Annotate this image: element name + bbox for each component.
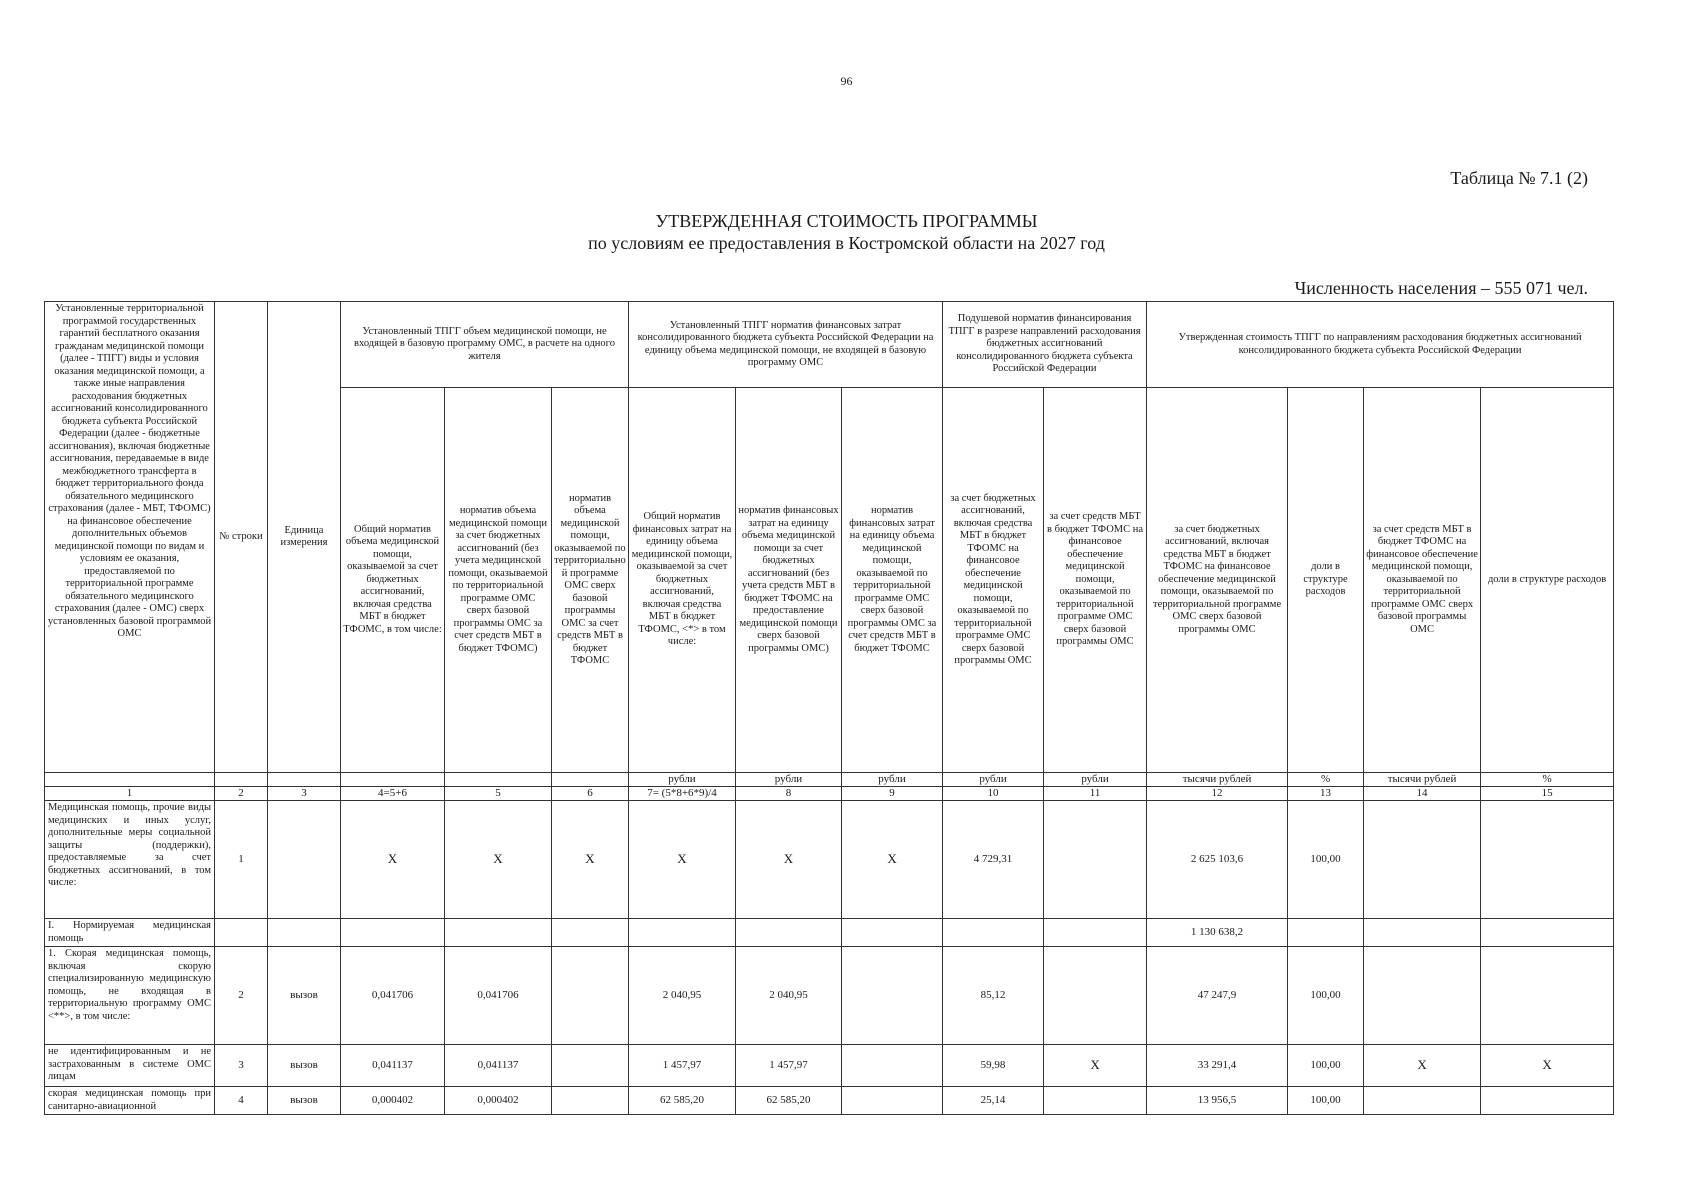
row-unit (268, 919, 341, 947)
units-row (45, 773, 1614, 787)
unit-cell (341, 773, 445, 787)
cell-col-10: 85,12 (943, 947, 1044, 1045)
header-group-per-capita: Подушевой норматив финансирования ТПГГ в разрезе направлений расходования бюджетных ассигнований консолидированного бюджета субъекта Российской Федерации (943, 302, 1147, 388)
cell-col-4: 0,000402 (341, 1087, 445, 1115)
cell-col-11 (1044, 1087, 1147, 1115)
col-number-cell: 9 (842, 787, 943, 801)
col-number-cell: 5 (445, 787, 552, 801)
unit-cell: рубли (629, 773, 736, 787)
cell-col-13 (1288, 919, 1364, 947)
cell-col-13: 100,00 (1288, 801, 1364, 919)
cell-col-10 (943, 919, 1044, 947)
cell-col-10: 59,98 (943, 1045, 1044, 1087)
col-number-cell: 11 (1044, 787, 1147, 801)
cell-col-13: 100,00 (1288, 947, 1364, 1045)
cell-col-15 (1481, 947, 1614, 1045)
cell-col-11 (1044, 947, 1147, 1045)
unit-cell (45, 773, 215, 787)
col-number-cell: 15 (1481, 787, 1614, 801)
cell-col-11: X (1044, 1045, 1147, 1087)
cell-col-11 (1044, 919, 1147, 947)
cost-table (44, 301, 1614, 1115)
col-number-cell: 1 (45, 787, 215, 801)
header-group-cost-norm: Установленный ТПГГ норматив финансовых затрат консолидированного бюджета субъекта Российской Федерации на единицу объема медицинской помощи, не входящей в базовую программу ОМС (629, 302, 943, 388)
header-col-15: доли в структуре расходов (1481, 388, 1614, 773)
header-col-1: Установленные территориальной программой государственных гарантий бесплатного оказания гражданам медицинской помощи (далее - ТПГГ) виды и условия оказания медицинской помощи, а также иные направления расходования бюджетных ассигнований консолидированного бюджета субъекта Российской Федерации (далее - бюджетные ассигнования), включая бюджетные ассигнования, передаваемые в виде межбюджетного трансферта в бюджет территориального фонда обязательного медицинского страхования (далее - МБТ, ТФОМС) на финансовое обеспечение дополнительных объемов медицинской помощи по видам и условиям ее оказания, предоставляемой по территориальной программе обязательного медицинского страхования (далее - ОМС) сверх установленных базовой программой ОМС (45, 302, 215, 773)
unit-cell (445, 773, 552, 787)
cell-col-7: 2 040,95 (629, 947, 736, 1045)
cell-col-11 (1044, 801, 1147, 919)
cell-col-4: X (341, 801, 445, 919)
col-number-cell: 8 (736, 787, 842, 801)
row-unit: вызов (268, 1045, 341, 1087)
table-label: Таблица № 7.1 (2) (1450, 168, 1588, 188)
col-number-cell: 4=5+6 (341, 787, 445, 801)
cell-col-7: X (629, 801, 736, 919)
cell-col-12: 1 130 638,2 (1147, 919, 1288, 947)
cell-col-7: 62 585,20 (629, 1087, 736, 1115)
col-number-cell: 2 (215, 787, 268, 801)
header-col-8: норматив финансовых затрат на единицу объема медицинской помощи за счет бюджетных ассигнований (без учета средств МБТ в бюджет ТФОМС на предоставление медицинской помощи сверх базовой программы ОМС) (736, 388, 842, 773)
row-unit: вызов (268, 1087, 341, 1115)
cell-col-6: X (552, 801, 629, 919)
unit-cell: тысячи рублей (1364, 773, 1481, 787)
cell-col-10: 4 729,31 (943, 801, 1044, 919)
cell-col-9 (842, 1087, 943, 1115)
unit-cell: рубли (842, 773, 943, 787)
cell-col-5: 0,000402 (445, 1087, 552, 1115)
cell-col-6 (552, 919, 629, 947)
header-col-3: Единица измерения (268, 302, 341, 773)
cell-col-8: 62 585,20 (736, 1087, 842, 1115)
cell-col-7: 1 457,97 (629, 1045, 736, 1087)
cell-col-8: 2 040,95 (736, 947, 842, 1045)
cell-col-4: 0,041706 (341, 947, 445, 1045)
unit-cell: рубли (736, 773, 842, 787)
header-col-11: за счет средств МБТ в бюджет ТФОМС на финансовое обеспечение медицинской помощи, оказываемой по территориальной программе ОМС сверх базовой программы ОМС (1044, 388, 1147, 773)
table-row (45, 801, 1614, 919)
cell-col-15 (1481, 919, 1614, 947)
row-name: Медицинская помощь, прочие виды медицинских и иных услуг, дополнительные меры социальной защиты (поддержки), предоставляемые за счет бюджетных ассигнований, в том числе: (45, 801, 215, 919)
unit-cell (552, 773, 629, 787)
header-col-4: Общий норматив объема медицинской помощи, оказываемой за счет бюджетных ассигнований, включая средства МБТ в бюджет ТФОМС, в том числе: (341, 388, 445, 773)
col-number-cell: 6 (552, 787, 629, 801)
col-number-cell: 3 (268, 787, 341, 801)
unit-cell: % (1288, 773, 1364, 787)
header-col-12: за счет бюджетных ассигнований, включая средства МБТ в бюджет ТФОМС на финансовое обеспечение медицинской помощи, оказываемой по территориальной программе ОМС сверх базовой программы ОМС (1147, 388, 1288, 773)
column-numbers-row (45, 787, 1614, 801)
unit-cell: тысячи рублей (1147, 773, 1288, 787)
row-number: 2 (215, 947, 268, 1045)
row-name: не идентифицированным и не застрахованным в системе ОМС лицам (45, 1045, 215, 1087)
cell-col-13: 100,00 (1288, 1045, 1364, 1087)
header-col-6: норматив объема медицинской помощи, оказываемой по территориальной программе ОМС сверх базовой программы ОМС за счет средств МБТ в бюджет ТФОМС (552, 388, 629, 773)
header-col-7: Общий норматив финансовых затрат на единицу объема медицинской помощи, оказываемой за счет бюджетных ассигнований, включая средства МБТ в бюджет ТФОМС, <*> в том числе: (629, 388, 736, 773)
col-number-cell: 13 (1288, 787, 1364, 801)
table-row (45, 919, 1614, 947)
unit-cell: рубли (943, 773, 1044, 787)
cell-col-12: 33 291,4 (1147, 1045, 1288, 1087)
row-number (215, 919, 268, 947)
cell-col-14 (1364, 919, 1481, 947)
population-note: Численность населения – 555 071 чел. (1294, 278, 1588, 298)
cell-col-5 (445, 919, 552, 947)
cell-col-4: 0,041137 (341, 1045, 445, 1087)
cell-col-14: X (1364, 1045, 1481, 1087)
cell-col-13: 100,00 (1288, 1087, 1364, 1115)
header-col-14: за счет средств МБТ в бюджет ТФОМС на финансовое обеспечение медицинской помощи, оказываемой по территориальной программе ОМС сверх базовой программы ОМС (1364, 388, 1481, 773)
row-number: 3 (215, 1045, 268, 1087)
table-row (45, 1045, 1614, 1087)
document-title (0, 210, 1693, 254)
cell-col-9 (842, 1045, 943, 1087)
col-number-cell: 7= (5*8+6*9)/4 (629, 787, 736, 801)
header-col-2: № строки (215, 302, 268, 773)
cell-col-6 (552, 1045, 629, 1087)
row-name: скорая медицинская помощь при санитарно-авиационной (45, 1087, 215, 1115)
cell-col-14 (1364, 947, 1481, 1045)
cell-col-15 (1481, 1087, 1614, 1115)
cell-col-9 (842, 919, 943, 947)
cell-col-5: 0,041137 (445, 1045, 552, 1087)
header-col-9: норматив финансовых затрат на единицу объема медицинской помощи, оказываемой по территориальной программе ОМС сверх базовой программы ОМС за счет средств МБТ в бюджет ТФОМС (842, 388, 943, 773)
row-name: 1. Скорая медицинская помощь, включая скорую специализированную медицинскую помощь, не входящая в территориальную программу ОМС <**>, в том числе: (45, 947, 215, 1045)
unit-cell (215, 773, 268, 787)
header-group-volume: Установленный ТПГГ объем медицинской помощи, не входящей в базовую программу ОМС, в расчете на одного жителя (341, 302, 629, 388)
row-unit: вызов (268, 947, 341, 1045)
cell-col-10: 25,14 (943, 1087, 1044, 1115)
cell-col-12: 2 625 103,6 (1147, 801, 1288, 919)
cell-col-9: X (842, 801, 943, 919)
cell-col-8 (736, 919, 842, 947)
row-name: I. Нормируемая медицинская помощь (45, 919, 215, 947)
cell-col-5: X (445, 801, 552, 919)
table-row (45, 947, 1614, 1045)
title-line-2: по условиям ее предоставления в Костромской области на 2027 год (588, 233, 1105, 253)
col-number-cell: 12 (1147, 787, 1288, 801)
cell-col-4 (341, 919, 445, 947)
cell-col-14 (1364, 801, 1481, 919)
cell-col-8: 1 457,97 (736, 1045, 842, 1087)
cell-col-15: X (1481, 1045, 1614, 1087)
cell-col-5: 0,041706 (445, 947, 552, 1045)
col-number-cell: 14 (1364, 787, 1481, 801)
page-number: 96 (840, 74, 853, 88)
header-col-5: норматив объема медицинской помощи за счет бюджетных ассигнований (без учета медицинской помощи, оказываемой по территориальной программе ОМС сверх базовой программы ОМС за счет средств МБТ в бюджет ТФОМС) (445, 388, 552, 773)
cell-col-8: X (736, 801, 842, 919)
row-number: 4 (215, 1087, 268, 1115)
table-row (45, 1087, 1614, 1115)
unit-cell (268, 773, 341, 787)
cell-col-7 (629, 919, 736, 947)
title-line-1: УТВЕРЖДЕННАЯ СТОИМОСТЬ ПРОГРАММЫ (655, 211, 1038, 231)
cell-col-12: 13 956,5 (1147, 1087, 1288, 1115)
header-group-approved-cost: Утвержденная стоимость ТПГГ по направлениям расходования бюджетных ассигнований консолидированного бюджета субъекта Российской Федерации (1147, 302, 1614, 388)
unit-cell: % (1481, 773, 1614, 787)
cell-col-6 (552, 1087, 629, 1115)
unit-cell: рубли (1044, 773, 1147, 787)
row-number: 1 (215, 801, 268, 919)
cell-col-12: 47 247,9 (1147, 947, 1288, 1045)
cell-col-9 (842, 947, 943, 1045)
cell-col-15 (1481, 801, 1614, 919)
col-number-cell: 10 (943, 787, 1044, 801)
cell-col-6 (552, 947, 629, 1045)
cell-col-14 (1364, 1087, 1481, 1115)
header-col-10: за счет бюджетных ассигнований, включая средства МБТ в бюджет ТФОМС на финансовое обеспечение медицинской помощи, оказываемой по территориальной программе ОМС сверх базовой программы ОМС (943, 388, 1044, 773)
row-unit (268, 801, 341, 919)
header-col-13: доли в структуре расходов (1288, 388, 1364, 773)
